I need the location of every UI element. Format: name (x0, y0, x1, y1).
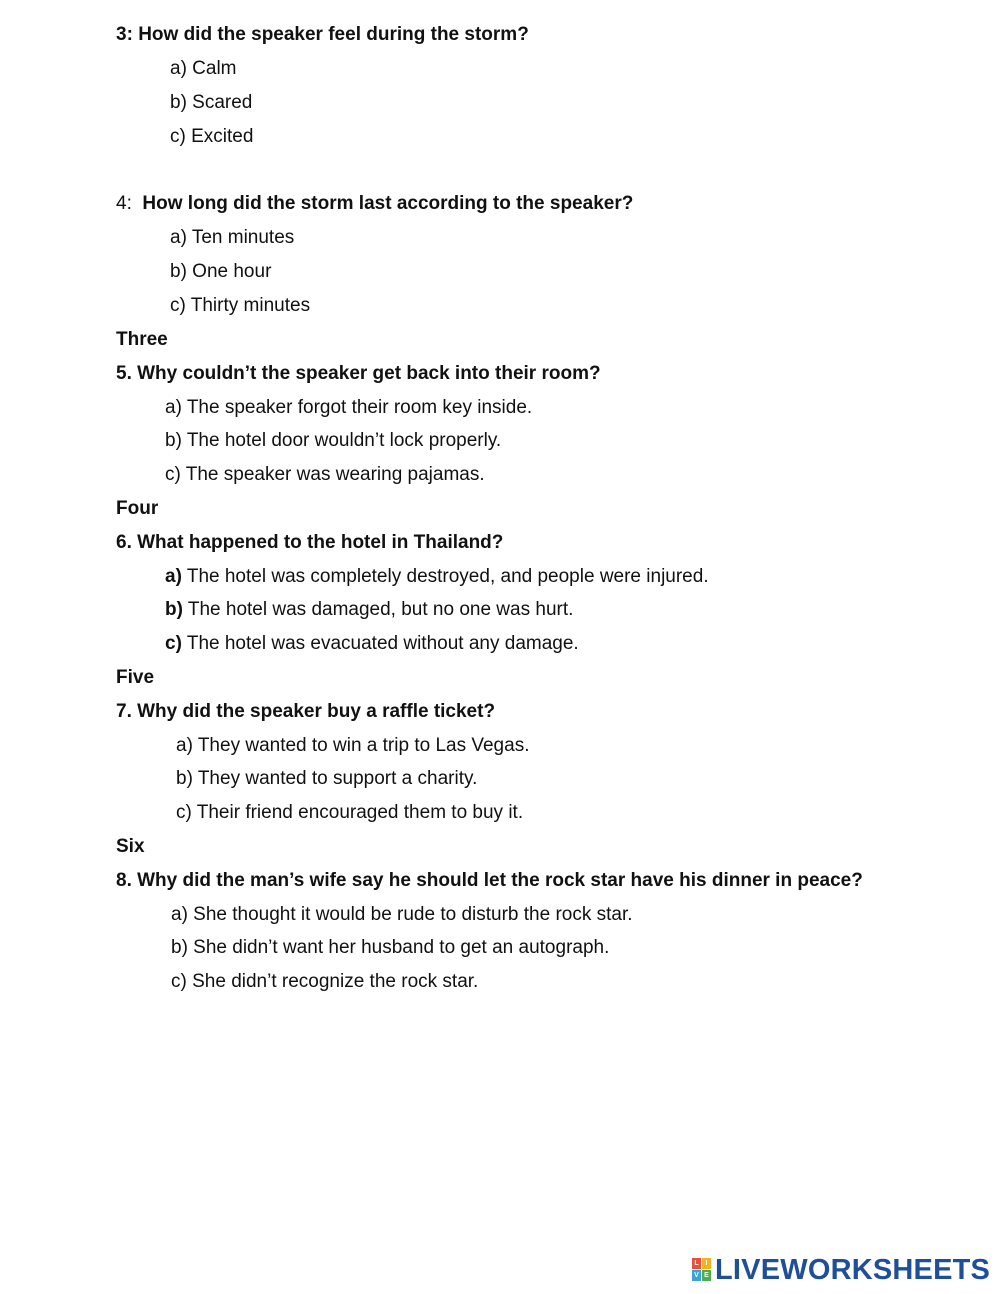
q4-option-c[interactable]: c) Thirty minutes (170, 295, 311, 316)
logo-square-v: V (692, 1270, 701, 1281)
section-heading-five: Five (116, 667, 155, 688)
q7-option-b[interactable]: b) They wanted to support a charity. (176, 768, 478, 789)
q6-option-c[interactable] (165, 633, 579, 655)
q6-option-b-letter: b) (165, 599, 183, 620)
logo-square-l: L (692, 1258, 701, 1269)
q6-option-c-letter: c) (165, 633, 182, 654)
q6-option-c-text: The hotel was evacuated without any damage. (186, 633, 579, 654)
section-heading-four: Four (116, 498, 159, 519)
q6-option-b-text: The hotel was damaged, but no one was hurt. (187, 599, 574, 620)
question-6: 6. What happened to the hotel in Thailand? (116, 532, 504, 553)
q6-option-b[interactable] (165, 599, 573, 621)
question-7: 7. Why did the speaker buy a raffle ticket? (116, 701, 496, 722)
logo-square-e: E (702, 1270, 711, 1281)
question-3 (116, 24, 529, 46)
q5-option-b[interactable]: b) The hotel door wouldn’t lock properly. (165, 430, 502, 451)
q8-option-b[interactable]: b) She didn’t want her husband to get an autograph. (171, 937, 610, 958)
section-heading-six: Six (116, 836, 145, 857)
liveworksheets-logo (692, 1253, 990, 1287)
q8-option-c[interactable]: c) She didn’t recognize the rock star. (171, 971, 479, 992)
question-5: 5. Why couldn’t the speaker get back into their room? (116, 363, 601, 384)
q8-option-a[interactable]: a) She thought it would be rude to disturb the rock star. (171, 904, 633, 925)
question-8: 8. Why did the man’s wife say he should let the rock star have his dinner in peace? (116, 870, 863, 891)
q3-option-c[interactable]: c) Excited (170, 126, 254, 147)
question-3-text: How did the speaker feel during the storm? (138, 24, 529, 45)
q4-option-b[interactable]: b) One hour (170, 261, 272, 282)
q6-option-a-letter: a) (165, 566, 182, 587)
liveworksheets-logo-text: LIVEWORKSHEETS (715, 1253, 991, 1286)
question-3-number: 3: (116, 24, 133, 45)
question-4 (116, 193, 633, 215)
liveworksheets-logo-icon (692, 1258, 712, 1282)
q7-option-a[interactable]: a) They wanted to win a trip to Las Vegas. (176, 735, 530, 756)
question-4-number: 4: (116, 193, 132, 214)
q5-option-a[interactable]: a) The speaker forgot their room key inside. (165, 397, 533, 418)
q5-option-c[interactable]: c) The speaker was wearing pajamas. (165, 464, 485, 485)
q6-option-a-text: The hotel was completely destroyed, and people were injured. (186, 566, 709, 587)
q3-option-a[interactable]: a) Calm (170, 58, 237, 79)
q6-option-a[interactable] (165, 566, 709, 588)
q4-option-a[interactable]: a) Ten minutes (170, 227, 295, 248)
q3-option-b[interactable]: b) Scared (170, 92, 253, 113)
q7-option-c[interactable]: c) Their friend encouraged them to buy it. (176, 802, 524, 823)
question-4-text: How long did the storm last according to the speaker? (142, 193, 634, 214)
section-heading-three: Three (116, 329, 168, 350)
logo-square-i: I (702, 1258, 711, 1269)
